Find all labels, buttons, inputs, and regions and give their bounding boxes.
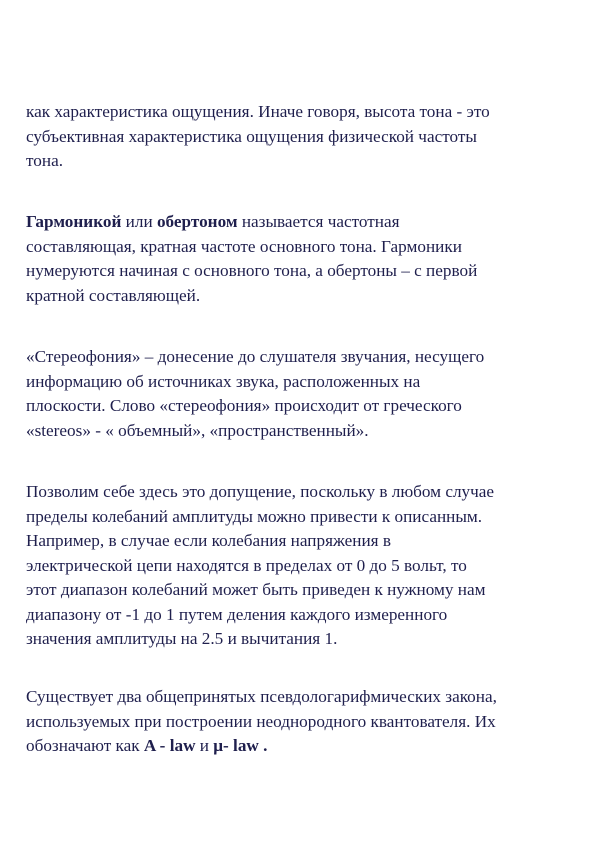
text-line: электрической цепи находятся в пределах от 0 до 5 вольт, то <box>26 555 467 575</box>
text-line: Существует два общепринятых псевдологарифмических закона, <box>26 687 497 706</box>
text-line <box>26 734 581 759</box>
paragraph-pitch <box>26 100 581 174</box>
mu-law-term: - law . <box>223 736 268 755</box>
text-line: пределы колебаний амплитуды можно привести к описанным. <box>26 506 483 526</box>
text-line: этот диапазон колебаний может быть приведен к нужному нам <box>26 580 486 599</box>
text-line: кратной составляющей. <box>26 285 201 305</box>
paragraph-quantizer-laws <box>26 685 581 759</box>
text-line: составляющая, кратная частоте основного тона. Гармоники <box>26 236 462 256</box>
text-fragment: обозначают как <box>26 736 144 755</box>
text-line: «stereos» - « объемный», «пространственный». <box>26 420 369 440</box>
text-line <box>26 210 581 235</box>
term-harmonic: Гармоникой <box>26 212 122 231</box>
text-fragment: и <box>195 736 214 755</box>
text-line: как характеристика ощущения. Иначе говоря, высота тона - это <box>26 102 490 121</box>
text-line: используемых при построении неоднородного квантователя. Их <box>26 711 496 731</box>
a-law-term: A - law <box>143 736 196 755</box>
mu-symbol: μ <box>213 736 224 755</box>
text-line: информацию об источниках звука, расположенных на <box>26 371 421 391</box>
text-line: нумеруются начиная с основного тона, а обертоны – с первой <box>26 261 478 280</box>
text-line: плоскости. Слово «стереофония» происходит от греческого <box>26 396 462 415</box>
text-line: «Стереофония» – донесение до слушателя звучания, несущего <box>26 347 485 366</box>
text-line: значения амплитуды на 2.5 и вычитания 1. <box>26 629 338 648</box>
text-fragment: или <box>121 212 157 231</box>
paragraph-harmonics <box>26 210 581 308</box>
text-line: Например, в случае если колебания напряжения в <box>26 531 391 550</box>
text-line: субъективная характеристика ощущения физической частоты <box>26 126 477 146</box>
term-overtone: обертоном <box>156 212 238 231</box>
text-line: тона. <box>26 151 64 170</box>
paragraph-stereophony <box>26 345 581 443</box>
text-line: диапазону от -1 до 1 путем деления каждого измеренного <box>26 604 448 624</box>
text-line: Позволим себе здесь это допущение, поскольку в любом случае <box>26 482 495 501</box>
text-fragment: называется частотная <box>237 212 400 231</box>
paragraph-amplitude <box>26 480 581 652</box>
